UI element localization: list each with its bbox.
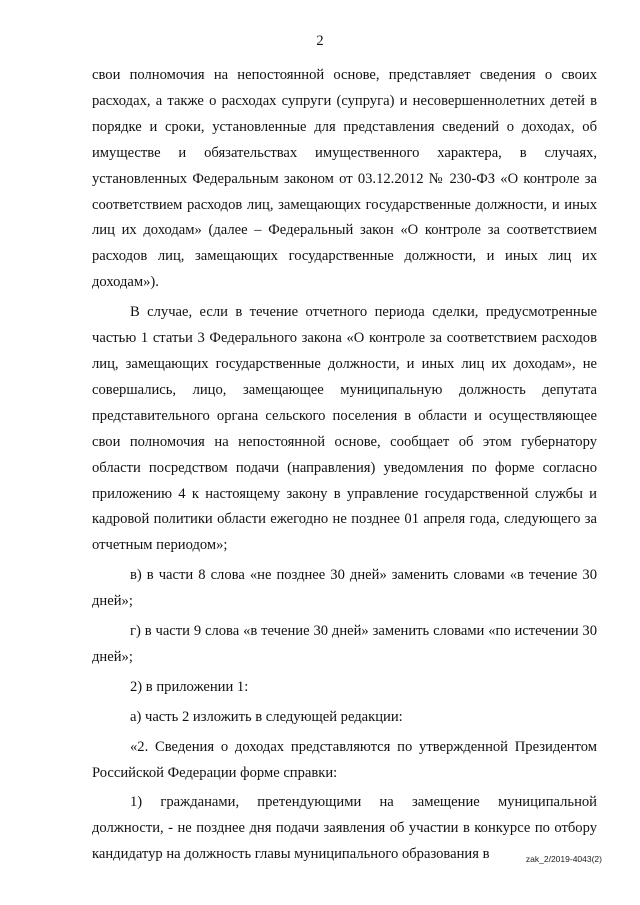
paragraph-item-a: а) часть 2 изложить в следующей редакции:	[130, 708, 403, 725]
paragraph-reporting-case: В случае, если в течение отчетного периода сделки, предусмотренные частью 1 статьи 3 Федерального закона «О контроле за соответствием расходов лиц, замещающих государственные должности, и иных лиц их доходам», не совершались, лицо, замещающее муниципальную должность депутата представительного органа сельского поселения в области и осуществляющее свои полномочия на непостоянной основе, сообщает об этом губернатору области посредством подачи (направления) уведомления по форме согласно приложению 4 к настоящему закону в управление государственной службы и кадровой политики области ежегодно не позднее 01 апреля года, следующего за отчетным периодом»;	[92, 304, 597, 554]
paragraph-subitem-1: 1) гражданами, претендующими на замещение муниципальной должности, - не позднее дня подачи заявления об участии в конкурсе по отбору кандидатур на должность главы муниципального образования в	[92, 794, 597, 863]
page-number: 2	[316, 33, 324, 49]
paragraph-item-v: в) в части 8 слова «не позднее 30 дней» заменить словами «в течение 30 дней»;	[92, 567, 597, 610]
paragraph-section-2: «2. Сведения о доходах представляются по утвержденной Президентом Российской Федерации форме справки:	[92, 738, 597, 781]
paragraph-item-g: г) в части 9 слова «в течение 30 дней» заменить словами «по истечении 30 дней»;	[92, 623, 597, 665]
document-body	[92, 63, 597, 868]
document-footer-code: zak_2/2019-4043(2)	[525, 854, 602, 864]
paragraph-appendix-1: 2) в приложении 1:	[130, 678, 249, 695]
paragraph-continuation: свои полномочия на непостоянной основе, представляет сведения о своих расходах, а также о расходах супруги (супруга) и несовершеннолетних детей в порядке и сроки, установленные для представления сведений о доходах, об имуществе и обязательствах имущественного характера, в случаях, установленных Федеральным законом от 03.12.2012 № 230-ФЗ «О контроле за соответствием расходов лиц, замещающих государственные должности, и иных лиц их доходам» (далее – Федеральный закон «О контроле за соответствием расходов лиц, замещающих государственные должности, и иных лиц их доходам»).	[92, 67, 597, 291]
